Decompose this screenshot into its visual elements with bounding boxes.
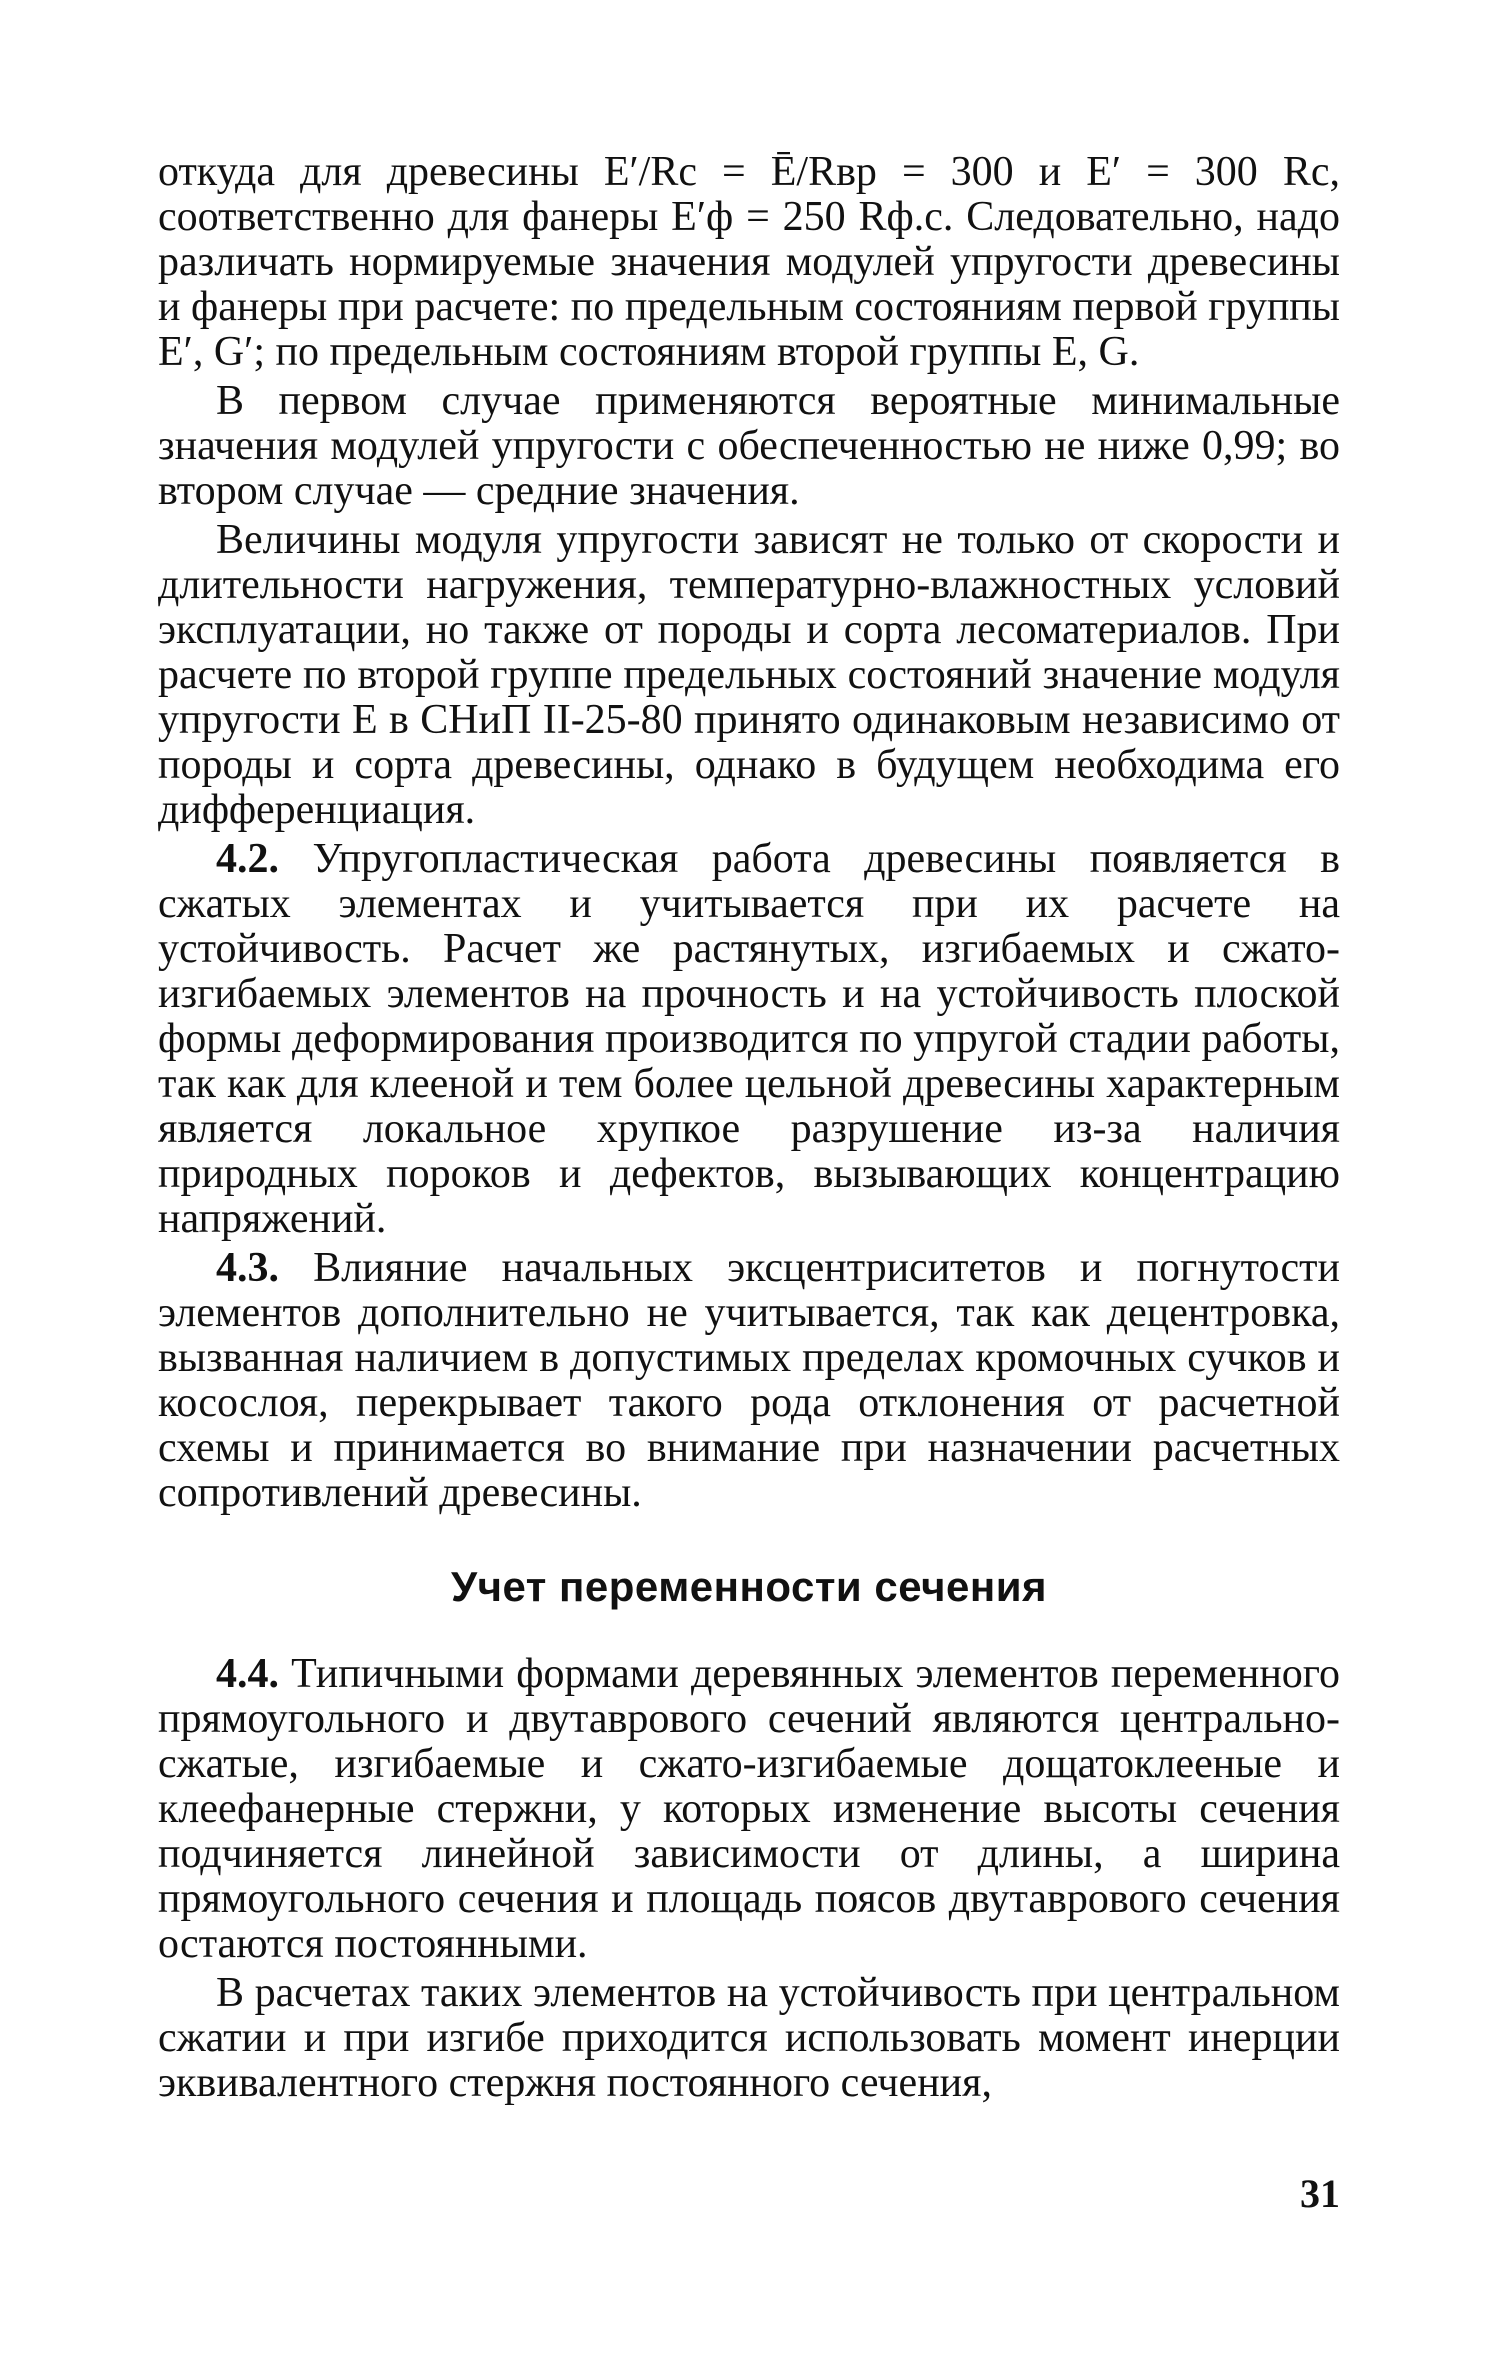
clause-4-2 [158,837,1340,1242]
clause-4-2-text: Упругопластическая работа древесины появляется в сжатых элементах и учитывается при их расчете на устойчивость. Расчет же растянутых, изгибаемых и сжато-изгибаемых элементов на прочность и на устойчивость плоской формы деформирования производится по упругой стадии работы, так как для клееной и тем более цельной древесины характерным является локальное хрупкое разрушение из-за наличия природных пороков и дефектов, вызывающих концентрацию напряжений. [158,836,1340,1242]
clause-4-4 [158,1652,1340,1967]
clause-4-3-text: Влияние начальных эксцентриситетов и погнутости элементов дополнительно не учитывается, так как децентровка, вызванная наличием в допустимых пределах кромочных сучков и косослоя, перекрывает такого рода отклонения от расчетной схемы и принимается во внимание при назначении расчетных сопротивлений древесины. [158,1245,1340,1516]
paragraph-first-case: В первом случае применяются вероятные минимальные значения модулей упругости с обеспеченностью не ниже 0,99; во втором случае — средние значения. [158,378,1340,514]
clause-4-3-number: 4.3. [216,1245,279,1291]
paragraph-moduli-ratios: откуда для древесины E′/Rс = Ē/Rвр = 300 и E′ = 300 Rс, соответственно для фанеры E′ф = 250 Rф.с. Следовательно, надо различать нормируемые значения модулей упругости древесины и фанеры при расчете: по предельным состояниям первой группы E′, G′; по предельным состояниям второй группы E, G. [158,149,1340,375]
page-number: 31 [1300,2171,1340,2216]
section-heading: Учет переменности сечения [450,1563,1048,1610]
clause-4-3 [158,1246,1340,1516]
paragraph-stability-calc: В расчетах таких элементов на устойчивость при центральном сжатии и при изгибе приходится использовать момент инерции эквивалентного стержня постоянного сечения, [158,1970,1340,2106]
clause-4-4-text: Типичными формами деревянных элементов переменного прямоугольного и двутаврового сечений являются центрально-сжатые, изгибаемые и сжато-изгибаемые дощатоклееные и клеефанерные стержни, у которых изменение высоты сечения подчиняется линейной зависимости от длины, а ширина прямоугольного сечения и площадь поясов двутаврового сечения остаются постоянными. [158,1651,1340,1967]
clause-4-4-number: 4.4. [216,1651,279,1697]
paragraph-modulus-values: Величины модуля упругости зависят не только от скорости и длительности нагружения, температурно-влажностных условий эксплуатации, но также от породы и сорта лесоматериалов. При расчете по второй группе предельных состояний значение модуля упругости E в СНиП II-25-80 принято одинаковым независимо от породы и сорта древесины, однако в будущем необходима его дифференциация. [158,517,1340,833]
document-page [158,150,1340,2106]
clause-4-2-number: 4.2. [216,836,279,882]
